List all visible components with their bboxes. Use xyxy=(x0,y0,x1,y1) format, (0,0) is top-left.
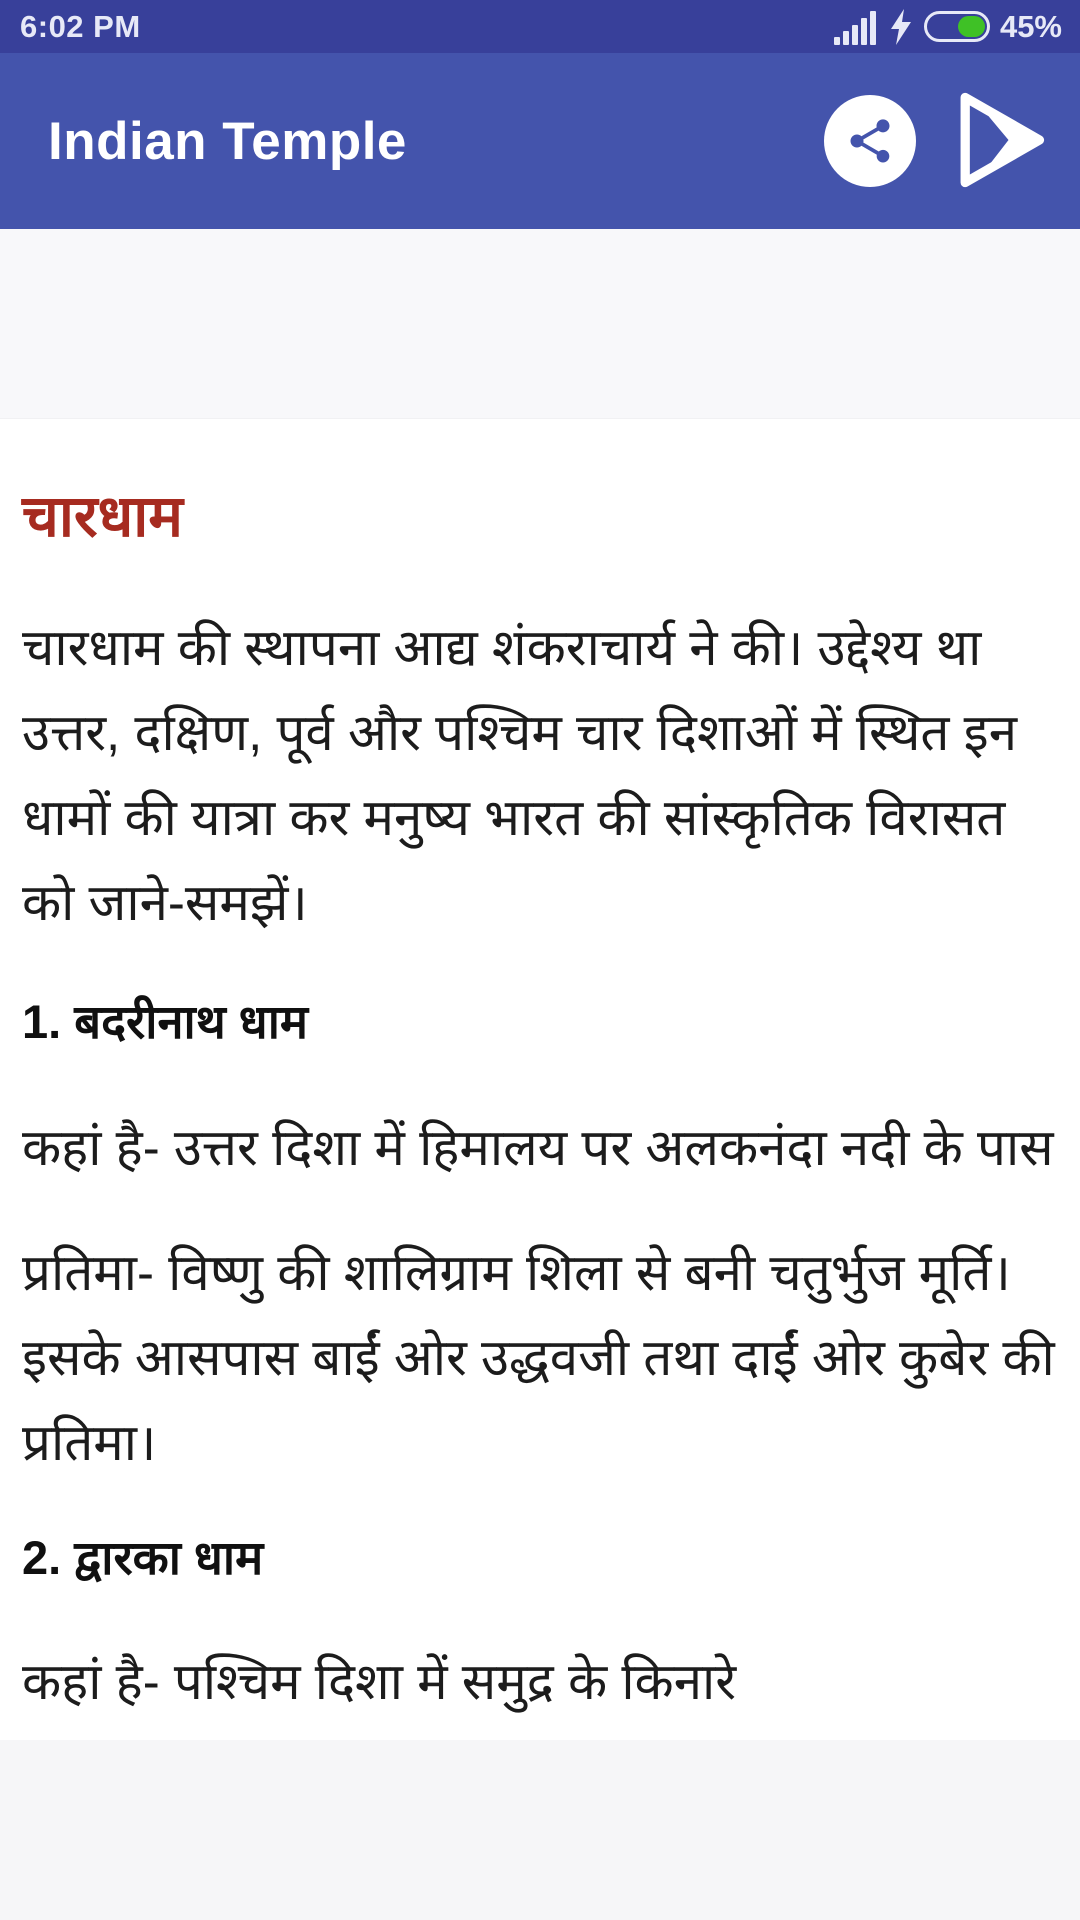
intro-paragraph: चारधाम की स्थापना आद्य शंकराचार्य ने की। उद्देश्य था उत्तर, दक्षिण, पूर्व और पश्चिम चार दिशाओं में स्थित इन धामों की यात्रा कर मनुष्य भारत की सांस्कृतिक विरासत को जाने-समझें। xyxy=(22,619,1018,931)
article-scroll-area[interactable] xyxy=(0,477,1080,1724)
section-heading-badrinath: 1. बदरीनाथ धाम xyxy=(22,995,308,1048)
google-play-icon xyxy=(942,78,1058,205)
charging-bolt-icon xyxy=(888,8,914,46)
page-title: Indian Temple xyxy=(48,111,407,171)
signal-strength-icon xyxy=(834,9,878,45)
badrinath-idol-paragraph: प्रतिमा- विष्णु की शालिग्राम शिला से बनी चतुर्भुज मूर्ति। इसके आसपास बाईं ओर उद्धवजी तथा दाईं ओर कुबेर की प्रतिमा। xyxy=(22,1244,1055,1471)
ad-placeholder-bottom xyxy=(0,1740,1080,1920)
section-heading-dwarka: 2. द्वारका धाम xyxy=(22,1531,264,1584)
battery-icon xyxy=(924,11,990,42)
ad-placeholder-top xyxy=(0,229,1080,419)
article-title: चारधाम xyxy=(22,484,183,549)
share-icon xyxy=(844,115,896,167)
battery-fill-level xyxy=(958,16,985,37)
share-button[interactable] xyxy=(824,95,916,187)
app-bar xyxy=(0,53,1080,229)
status-bar xyxy=(0,0,1080,53)
play-store-button[interactable] xyxy=(942,79,1058,203)
battery-percent: 45% xyxy=(999,8,1062,44)
clock: 6:02 PM xyxy=(20,8,141,44)
badrinath-location-paragraph: कहां है- उत्तर दिशा में हिमालय पर अलकनंदा नदी के पास xyxy=(22,1119,1054,1176)
dwarka-location-paragraph: कहां है- पश्चिम दिशा में समुद्र के किनारे xyxy=(22,1653,737,1710)
